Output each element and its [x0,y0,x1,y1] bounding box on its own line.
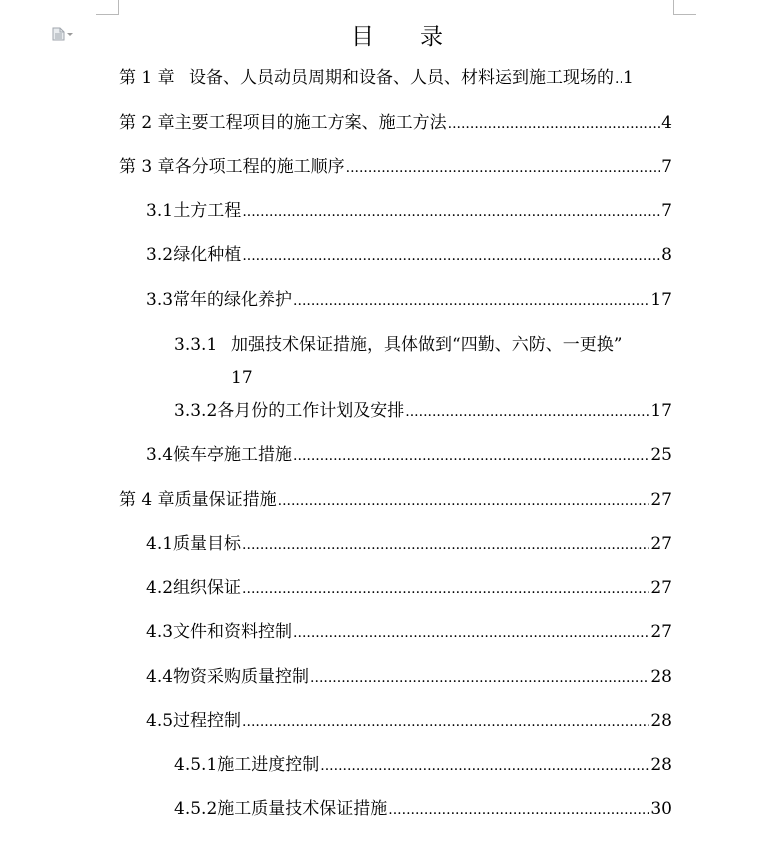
toc-entry-page: 1 [623,68,634,88]
toc-entry-text: 常年的绿化养护 [173,290,293,310]
toc-leader [448,112,661,136]
toc-entry-number: 4.2 [146,578,174,598]
toc-entry-page: 4 [661,113,672,133]
toc-entry-number: 3.1 [146,201,174,221]
toc-entry-number: 第 2 章 [119,113,175,133]
toc-entry-number: 3.3.1 [174,335,218,355]
toc-entry[interactable] [119,488,672,513]
toc-entry[interactable] [146,443,672,468]
toc-entry-number: 4.5.2 [174,799,218,819]
toc-entry-page: 28 [650,711,672,731]
toc-entry[interactable] [174,753,672,778]
toc-entry-number: 第 4 章 [119,490,175,510]
toc-entry[interactable] [146,199,672,224]
toc-leader [242,244,660,268]
toc-leader [293,621,649,645]
toc-entry-number: 3.4 [146,445,174,465]
toc-leader [405,400,649,424]
toc-entry-text: 土方工程 [173,201,242,221]
toc-entry-page: 8 [661,245,672,265]
toc-entry-number: 4.5.1 [174,755,218,775]
toc-entry-text: 质量保证措施 [174,490,277,510]
toc-leader [242,710,649,734]
toc-entry[interactable] [174,399,672,424]
toc-entry[interactable] [146,665,672,690]
toc-leader [278,489,650,513]
toc-leader [242,533,649,557]
toc-entry-page: 7 [661,201,672,221]
toc-entry-page: 25 [650,445,672,465]
toc-entry-text: 各分项工程的施工顺序 [174,157,345,177]
toc-entry-number: 第 1 章 [119,68,175,88]
toc-leader [242,577,649,601]
toc-entry[interactable] [119,66,672,91]
toc-entry-text: 组织保证 [173,578,242,598]
margin-corner-mark-right [673,0,696,15]
toc-entry-page: 28 [650,755,672,775]
toc-entry-page: 7 [661,157,672,177]
toc-entry-number: 3.2 [146,245,174,265]
toc-leader [615,67,622,91]
toc-entry-page: 27 [650,578,672,598]
toc-entry-number: 3.3 [146,290,174,310]
toc-entry-text: 主要工程项目的施工方案、施工方法 [174,113,447,133]
toc-leader [310,666,649,690]
toc-entry-page: 30 [650,799,672,819]
toc-entry[interactable] [146,576,672,601]
toc-entry-text: 加强技术保证措施，具体做到“四勤、六防、一更换” [231,335,623,355]
toc-leader [293,444,649,468]
toc-entry-text: 设备、人员动员周期和设备、人员、材料运到施工现场的 [189,68,614,88]
toc-entry-number: 4.5 [146,711,174,731]
toc-entry[interactable] [119,111,672,136]
toc-entry-text: 文件和资料控制 [173,622,293,642]
toc-entry-text: 物资采购质量控制 [173,667,310,687]
toc-entry-number: 第 3 章 [119,157,175,177]
toc-entry-number: 3.3.2 [174,401,218,421]
toc-entry-page: 17 [650,401,672,421]
toc-entry[interactable] [146,709,672,734]
toc-leader [293,289,649,313]
margin-corner-mark-left [96,0,119,15]
toc-entry-number: 4.4 [146,667,174,687]
toc-entry-page: 17 [650,290,672,310]
toc-entry-text: 质量目标 [173,534,242,554]
toc-entry-page: 27 [650,622,672,642]
toc-entry[interactable] [119,155,672,180]
toc-entry[interactable] [146,620,672,645]
toc-entry-text: 候车亭施工措施 [173,445,293,465]
toc-title: 目 录 [351,24,443,50]
toc-entry-page: 17 [231,368,253,388]
toc-entry[interactable] [174,333,672,390]
toc-leader [242,200,660,224]
toc-leader [346,156,661,180]
toc-entry-page: 28 [650,667,672,687]
toc-entry-text: 施工进度控制 [217,755,320,775]
toc-entry-text: 施工质量技术保证措施 [217,799,388,819]
toc-entry-text: 各月份的工作计划及安排 [217,401,405,421]
toc-entry-text: 绿化种植 [173,245,242,265]
toc-entry[interactable] [146,532,672,557]
toc-entry-number: 4.3 [146,622,174,642]
toc-entry[interactable] [146,288,672,313]
toc-entry-page: 27 [650,534,672,554]
toc-leader [388,798,649,822]
toc-leader [320,754,649,778]
toc-entry[interactable] [174,797,672,822]
toc-entry-number: 4.1 [146,534,174,554]
toc-entry-page: 27 [650,490,672,510]
toc-entry-text: 过程控制 [173,711,242,731]
toc-entry[interactable] [146,243,672,268]
